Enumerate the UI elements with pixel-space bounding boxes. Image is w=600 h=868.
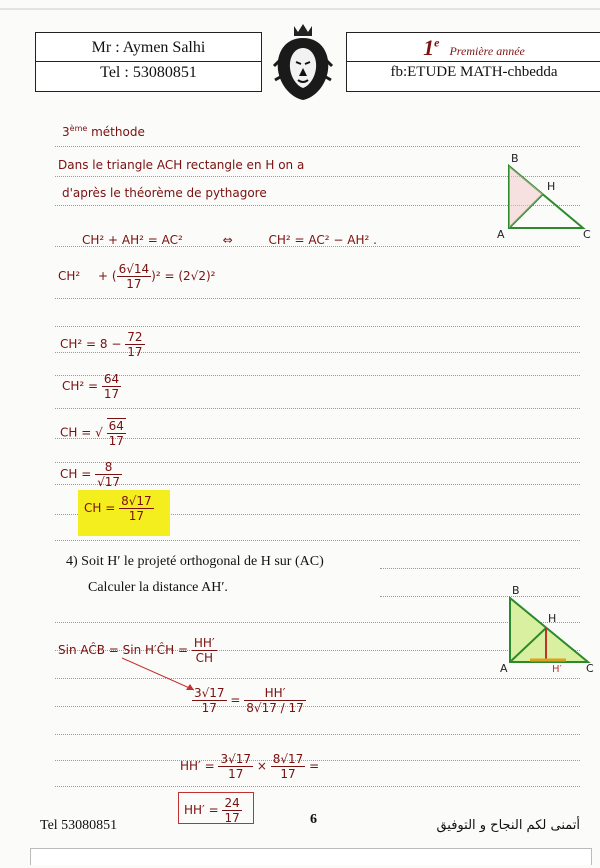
svg-text:B: B: [512, 584, 520, 597]
class-level: [347, 35, 600, 61]
arrow-icon: [120, 656, 200, 696]
method-title: 3ème méthode: [62, 124, 145, 139]
grade-number: 1e: [423, 35, 440, 60]
ruled-line: [55, 462, 580, 463]
ruled-line: [55, 298, 580, 299]
triangle-figure-2: [500, 582, 598, 672]
ruled-line: [55, 484, 580, 485]
footer-wish: أتمنى لكم النجاح و التوفيق: [436, 818, 580, 833]
ruled-line: [55, 438, 580, 439]
ch2-step-1: CH² = 8 − $\frac{72}{17}$: [60, 330, 143, 359]
footer-phone: Tel 53080851: [40, 818, 118, 833]
question-4-task: Calculer la distance AH′.: [88, 580, 228, 595]
ch-result: CH = $\frac{8√17}{17}$: [84, 494, 152, 523]
grade-label: Première année: [449, 44, 525, 58]
teacher-name: Mr : Aymen Salhi: [91, 39, 206, 56]
work-line-1: Dans le triangle ACH rectangle en H on a: [58, 158, 305, 172]
sine-equation: Sin AĈB = Sin H′ĈH = $\frac{HH'}{CH}$: [58, 636, 215, 665]
work-line-2: d'après le théorème de pythagore: [62, 186, 267, 200]
header-class-box: [346, 32, 600, 92]
svg-text:B: B: [511, 152, 519, 165]
next-page-edge: [30, 848, 592, 865]
page-number: 6: [310, 812, 317, 827]
svg-text:C: C: [586, 662, 594, 672]
substituted-sine: $\frac{3√17}{17}$ = $\frac{HH'}{8√17 / 17}$: [194, 686, 304, 715]
svg-text:H: H: [547, 180, 556, 193]
svg-text:A: A: [500, 662, 508, 672]
ch-step-1: CH = √ $\frac{64}{17}$: [60, 419, 124, 448]
svg-text:A: A: [497, 228, 505, 241]
lion-logo-icon: [270, 20, 336, 102]
ruled-line: [55, 540, 580, 541]
substitution-line: CH² + ( $\frac{6√14}{17}$ )² = (2√2)²: [58, 262, 216, 291]
svg-text:C: C: [583, 228, 591, 241]
ruled-line: [55, 408, 580, 409]
svg-text:H: H: [548, 612, 557, 625]
triangle-figure-1: [495, 150, 595, 242]
ruled-line: [55, 375, 580, 376]
ch2-step-2: CH² = $\frac{64}{17}$: [62, 372, 120, 401]
svg-text:H′: H′: [552, 664, 562, 672]
ruled-line: [380, 568, 580, 569]
ch-step-2: CH = $\frac{8}{√17}$: [60, 460, 121, 489]
facebook-page: fb:ETUDE MATH-chbedda: [390, 64, 558, 80]
ruled-line: [55, 326, 580, 327]
question-4: 4) Soit H′ le projeté orthogonal de H sur (AC): [66, 554, 324, 569]
top-border: [0, 8, 600, 10]
ruled-line: [55, 146, 580, 147]
hh-product: HH′ = $\frac{3√17}{17}$ × $\frac{8√17}{17}$ =: [180, 752, 320, 781]
teacher-phone: Tel : 53080851: [100, 64, 197, 81]
header-divider: [36, 61, 261, 62]
ruled-line: [55, 786, 580, 787]
header-divider-right: [347, 61, 600, 62]
hh-result: HH′ = $\frac{24}{17}$: [184, 796, 240, 825]
ruled-line: [55, 734, 580, 735]
header-teacher-box: [35, 32, 262, 92]
ruled-line: [55, 706, 580, 707]
pythagoras-equation: CH² + AH² = AC² ⇔ CH² = AC² − AH² .: [82, 233, 377, 247]
